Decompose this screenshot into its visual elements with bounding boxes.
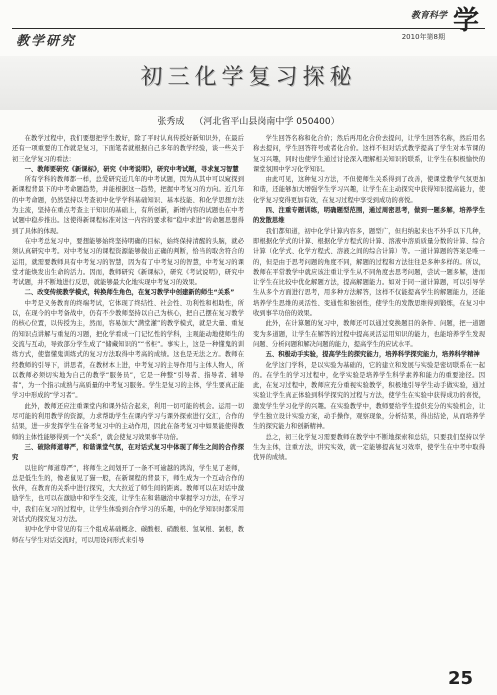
body-paragraph: 学生回答名称和化合价；然后再用化合价去提问，让学生回答名称，然后用名称去提问，学生回答符号或者化合价。这样不但对话式教学提高了学生对本节课的复习兴趣，同时也使学生通过讨论深入理解相关知识的联系，让学生在积极愉快的课堂氛围中学习化学知识。 [253, 135, 485, 173]
left-column [12, 134, 244, 646]
section-title: 教学研究 [16, 34, 77, 49]
journal-name: 教育科学 [410, 11, 447, 21]
body-paragraph: 我们都知道，初中化学计算内容多，题型广，但归纳起来也不外乎以下几种，即根据化学式的计算、根据化学方程式的计算、溶液中溶质质量分数的计算、综合计算（化学式、化学方程式、溶液之间的综合计算）等。一道计算题的答案是唯一的，但是由于思考问题的角度不同，解题的过程和方法往往是多种多样的。所以，教师在平常教学中就应该注重让学生从不同角度去思考问题，尝试一题多解，进而让学生在比较中优化解题方法，提高解题能力。如对于同一道计算题，可以引导学生从多个方面进行思考，用多种方法解答，这样不仅能提高学生的解题能力，还能培养学生思维的灵活性、变通性和独创性，使学生的发散思维得到锻炼，在复习中收到事半功倍的效果。 [253, 227, 485, 318]
body-paragraph: 所有学科的教师都一样，总爱研究近几年的中考试题，因为从其中可以窥探到新课程背景下的中考命题趋势，并能根据这一趋势，把握中考复习的方向。近几年的中考命题，仍然坚持以考查初中化学学科基础知识、基本技能、和化学思想方法为主流，坚持在重点考查主干知识的基础上，有所创新，新增内容的试题也在中考试题中稳步推出。这使得新课程标准对这一内容的要求和“稳中求进”的命题思想得到了具体的体现。 [12, 176, 244, 235]
body-paragraph: 中考是义务教育的终端考试，它体现了终结性、社会性、功利性和相助性，所以，在现今的中考备战中，仍有不少教师坚持以自己为核心，把自己摆在复习教学的核心位置，以传授为主，然而，容易加大“满堂灌”的教学模式，就是大量、重复的知识点讲解与重复的习题，把化学看成一门记忆性的学科，主观能动地使师生的交流与互动，导致部分学生成了“储藏知识的”“书柜”。事实上，这是一种懂鬼的训练方式，使靠懂鬼训练式的复习方法取得中考高的成绩。这也是无法之方。教师在经教师的引导下，讲思者，在教材本上进，中考复习的主导作用与主体人物人，所以教师必须切实地为自己的教学“服务员”，它是一种整“引导者、指导者、辅导者”，为一个指示成熟与高质量的中考复习服务。学生是复习的主体，学生要真正能学习中形成的“学习者”。 [12, 299, 244, 400]
body-paragraph: 此外，教师还应注重课堂内和课外结合起来，利用一切可能的机会。运用一切尽可能的利用教学的资源，力求帮助学生在课内学习与课外探索进行交汇，合作的结果，进一步发挥学生在备考复习中的主动作用，因此在备考复习中如果能使得教师的主体性能够得到一个“关系”，就会使复习效果事半功倍。 [12, 402, 244, 441]
byline [0, 114, 497, 127]
page-header [0, 0, 497, 50]
body-paragraph: 在中考总复习中，要想能够始终坚持明确的目标，始终保持清醒的头脑，就必须认真研究中考。对中考复习的课程资源能够做出正确的判断，恰当的取舍符合的运用，就需要教师具有中考复习的智慧，因为有了中考复习的智慧，中考复习的课堂才能焕发出生命的活力。因而，教师研究《新课标》，研究《考试说明》，研究中考试题，并不断地进行反思，就能够最大化地实现中考复习的效果。 [12, 237, 244, 287]
body-paragraph: 此外，在计算题的复习中，教师还可以通过变换题目的条件、问题，把一道题变为多道题，让学生在解答的过程中提高灵活运用知识的能力，也能培养学生发现问题、分析问题和解决问题的能力，提高学生的应试水平。 [253, 320, 485, 348]
article-title: 初三化学复习探秘 [140, 65, 357, 90]
journal-logo: 学 [452, 6, 479, 36]
body-paragraph: 在教学过程中，我们要想把学生教好，除了平时认真传授好新知识外，在最后还有一项重要的工作就是复习，下面笔者就根据自己多年的教学经验，谈一些关于初三化学复习的看法： [12, 135, 244, 163]
section-heading: 三、破除师道尊严，和谐课堂气氛，在对话式复习中体现了师生之间的合作探究 [12, 443, 244, 462]
author-name: 张秀成 [157, 117, 185, 127]
header-rule [12, 28, 485, 29]
body-paragraph: 由此可见，这种复习方法，不但使师生关系得到了改善，使课堂教学气氛更加和谐，还能够加大增强学生学习兴趣，让学生在主动探究中获得知识提高能力，使化学复习变得更加有效，在复习过程中享受到成功的喜悦。 [253, 176, 485, 204]
section-heading: 四、注重专题训练，明确题型范围，通过周密思考，做到一题多解，培养学生的发散思维 [253, 207, 485, 225]
journal-issue: 2010年第8期 [401, 33, 445, 41]
body-paragraph: 初中化学中常见的有三个组成基础概念、碳酸根、硝酸根、氢氧根、氯根，教师在与学生对话交流时，可以用设问形式来引导 [12, 526, 244, 544]
body-paragraph: 以往的“师道尊严”，将师生之间划开了一条不可逾越的鸿沟，学生见了老师，总是低生生的，像老鼠见了猫一般，在新课程的背景下，师生成为一个互动合作的伙伴，在教育的关系中进行探究，大大拉近了师生间的距离。教师可以在对话中激励学生，也可以在激励中和学生交流，让学生在和谐融洽中掌握学习方法，在学习中，我们在复习的过程中，让学生体验到合作学习的乐趣，中的化学知识时都采用对话式的探究复习方法。 [12, 464, 244, 523]
section-heading: 二、改变传统教学模式，转换师生角色，在复习教学中创建新的师生“关系” [24, 289, 235, 297]
section-heading: 一、教师要研究《新课标》，研究《中考说明》，研究中考试题，寻求复习智慧 [24, 165, 239, 173]
body-paragraph: 总之，初三化学复习需要教师在教学中不断地探索和总结，只要我们坚持以学生为主体，注重方法，讲究实效，就一定能够提高复习效率，使学生在中考中取得优异的成绩。 [253, 433, 485, 462]
body-paragraph: 化学这门学科，是以实验为基础的，它的建立和发展与实验是密切联系在一起的。在学生的学习过程中，化学实验是培养学生科学素养和能力的重要途径。因此，在复习过程中，教师应充分重视实验教学，积极地引导学生动手做实验，通过实验让学生真正体验到科学探究的过程与方法，使学生在实验中获得成功的喜悦，激发学生学习化学的兴趣。在实验教学中，教师要给学生提供充分的实验机会，让学生独立设计实验方案，动手操作，观察现象，分析结果，得出结论，从而培养学生的探究能力和创新精神。 [253, 361, 485, 431]
page-number: 25 [447, 668, 473, 689]
author-affiliation: （河北省平山县岗南中学 050400） [194, 117, 340, 127]
section-heading: 五、积极动手实验，提高学生的探究能力，培养科学探究能力，培养科学精神 [265, 351, 480, 359]
right-column [253, 134, 485, 646]
